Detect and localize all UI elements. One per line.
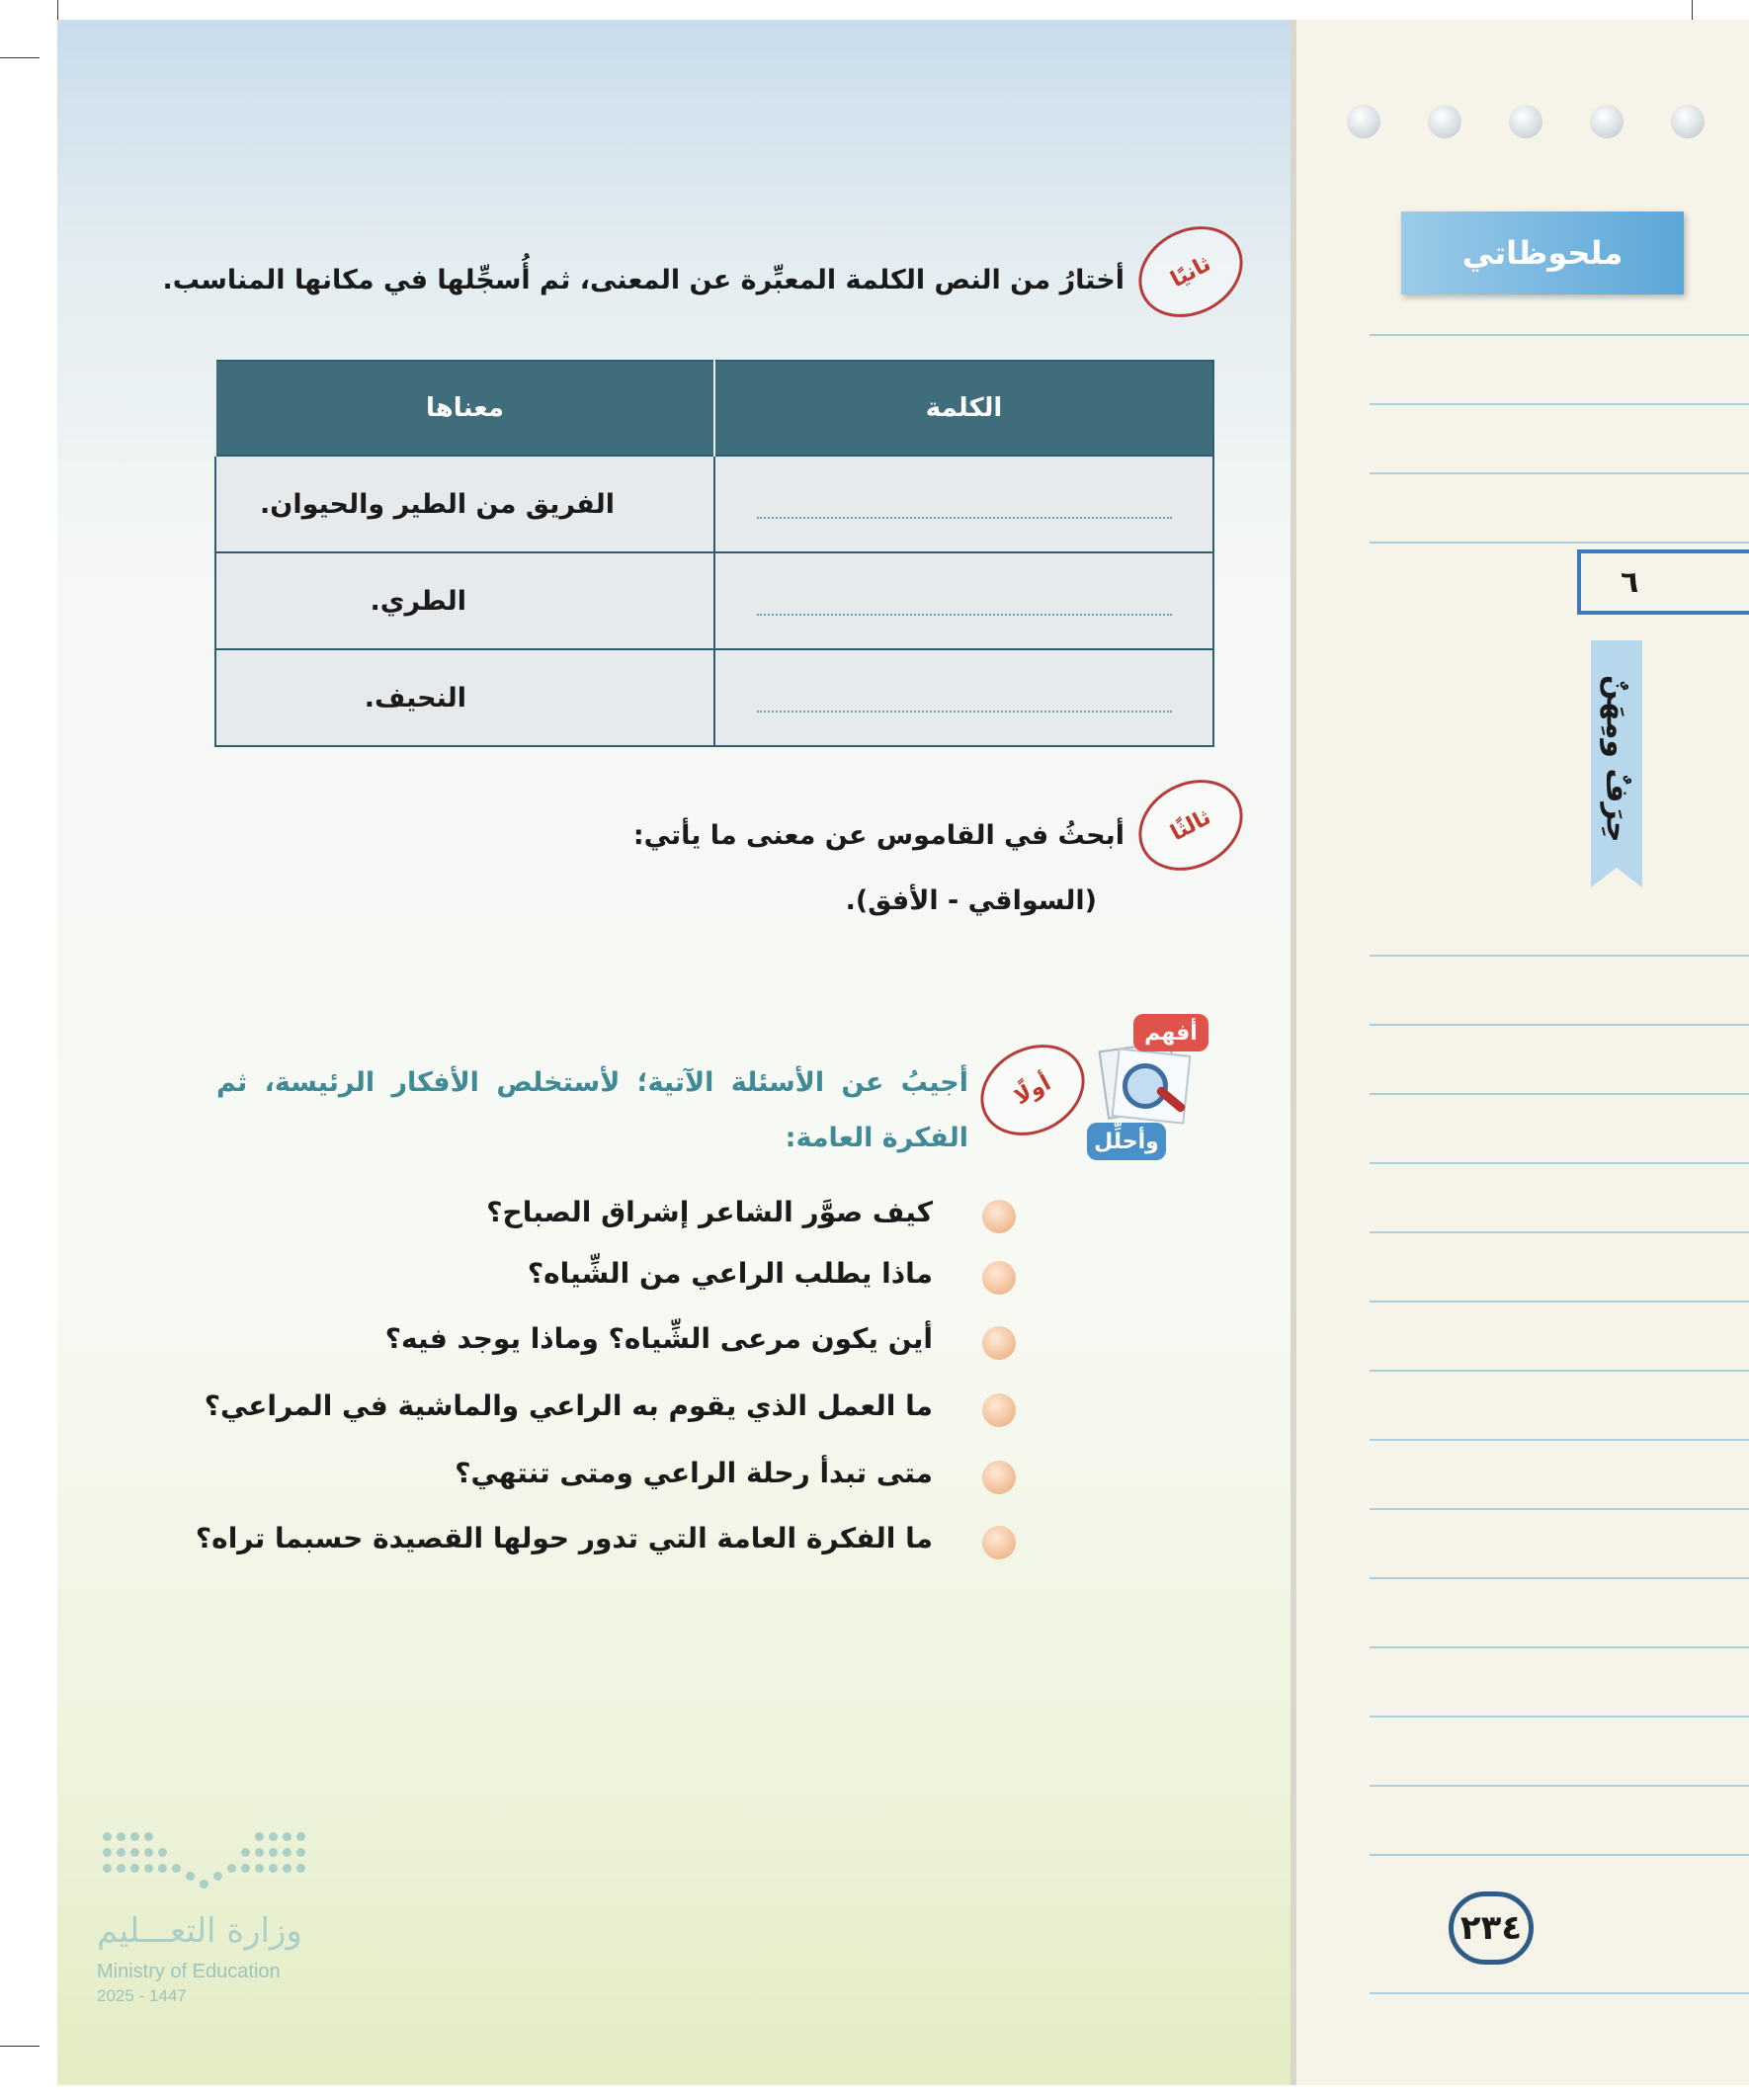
note-line <box>1370 1231 1749 1233</box>
question-item: ما الفكرة العامة التي تدور حولها القصيدة حسبما تراه؟ <box>195 1522 933 1554</box>
analyse-label: وأحلِّل <box>1087 1123 1166 1160</box>
logo-dot <box>296 1848 305 1857</box>
question-bullet <box>982 1326 1016 1360</box>
dotted-line <box>757 683 1172 713</box>
notes-title: ملحوظاتي <box>1401 211 1684 294</box>
section-badge-second: ثانيًا <box>1123 209 1258 335</box>
meaning-cell: النحيف. <box>215 649 714 746</box>
logo-dot <box>158 1864 167 1873</box>
dictionary-instruction: أبحثُ في القاموس عن معنى ما يأتي: <box>632 820 1124 851</box>
logo-dot <box>144 1832 153 1841</box>
logo-dot <box>283 1848 292 1857</box>
logo-dot <box>269 1848 278 1857</box>
notes-panel <box>1291 20 1749 2085</box>
binder-hole <box>1671 105 1705 138</box>
vocab-instruction: أختارُ من النص الكلمة المعبِّرة عن المعنى، ثم أُسجِّلها في مكانها المناسب. <box>162 265 1124 295</box>
dictionary-words: (السواقي - الأفق). <box>845 885 1097 916</box>
logo-dot <box>103 1832 112 1841</box>
note-line <box>1370 1992 1749 1994</box>
note-line <box>1370 1370 1749 1372</box>
logo-dot <box>296 1832 305 1841</box>
logo-dot <box>283 1864 292 1873</box>
logo-dot <box>255 1864 264 1873</box>
page-number: ٢٣٤ <box>1449 1891 1534 1965</box>
logo-dot <box>158 1848 167 1857</box>
logo-dot <box>296 1864 305 1873</box>
note-line <box>1370 1439 1749 1441</box>
meaning-cell: الفريق من الطير والحيوان. <box>215 456 714 552</box>
logo-dot <box>103 1864 112 1873</box>
note-line <box>1370 1162 1749 1164</box>
note-line <box>1370 1508 1749 1510</box>
logo-dot <box>227 1864 236 1873</box>
note-line <box>1370 403 1749 405</box>
logo-dot <box>117 1864 125 1873</box>
understand-label: أفهم <box>1133 1014 1208 1051</box>
question-item: ماذا يطلب الراعي من الشِّياه؟ <box>527 1257 933 1290</box>
word-answer-field[interactable] <box>714 552 1213 649</box>
word-answer-field[interactable] <box>714 456 1213 552</box>
understand-instruction-line1: أجيبُ عن الأسئلة الآتية؛ لأستخلص الأفكار الرئيسة، ثم <box>215 1067 968 1098</box>
question-item: متى تبدأ رحلة الراعي ومتى تنتهي؟ <box>455 1457 933 1489</box>
logo-dot <box>130 1848 139 1857</box>
logo-dot <box>186 1872 195 1881</box>
binder-hole <box>1347 105 1380 138</box>
question-bullet <box>982 1261 1016 1295</box>
word-answer-field[interactable] <box>714 649 1213 746</box>
logo-dot <box>117 1832 125 1841</box>
table-row <box>215 649 1213 746</box>
table-row <box>215 552 1213 649</box>
question-bullet <box>982 1461 1016 1494</box>
chapter-number: ٦ <box>1577 549 1749 615</box>
binder-hole <box>1590 105 1624 138</box>
binder-hole <box>1509 105 1542 138</box>
chapter-name: حِرَفٌ ومِهَنٌ <box>1599 675 1634 843</box>
question-bullet <box>982 1200 1016 1233</box>
dotted-line <box>757 489 1172 519</box>
note-line <box>1370 1646 1749 1648</box>
ministry-years: 2025 - 1447 <box>97 1986 187 2005</box>
logo-dot <box>130 1832 139 1841</box>
question-item: كيف صوَّر الشاعر إشراق الصباح؟ <box>486 1196 933 1228</box>
understand-instruction-line2: الفكرة العامة: <box>785 1123 968 1153</box>
question-item: أين يكون مرعى الشِّياه؟ وماذا يوجد فيه؟ <box>384 1322 933 1355</box>
logo-dot <box>103 1848 112 1857</box>
table-header-word: الكلمة <box>714 361 1213 456</box>
question-bullet <box>982 1393 1016 1427</box>
meaning-cell: الطري. <box>215 552 714 649</box>
logo-dot <box>144 1848 153 1857</box>
understand-icon <box>1097 1040 1196 1119</box>
note-line <box>1370 334 1749 336</box>
logo-dot <box>283 1832 292 1841</box>
note-line <box>1370 1024 1749 1026</box>
note-line <box>1370 1093 1749 1095</box>
logo-dot <box>172 1864 181 1873</box>
logo-dot <box>200 1880 208 1889</box>
logo-dot <box>255 1848 264 1857</box>
note-line <box>1370 542 1749 544</box>
vocab-table <box>214 360 1214 747</box>
logo-dot <box>117 1848 125 1857</box>
logo-dot <box>269 1864 278 1873</box>
table-header-meaning: معناها <box>215 361 714 456</box>
note-line <box>1370 1577 1749 1579</box>
logo-dot <box>144 1864 153 1873</box>
note-line <box>1370 1301 1749 1302</box>
logo-dot <box>130 1864 139 1873</box>
section-badge-first: أولًا <box>964 1027 1100 1153</box>
question-item: ما العمل الذي يقوم به الراعي والماشية في المراعي؟ <box>204 1389 933 1422</box>
note-line <box>1370 1785 1749 1787</box>
note-line <box>1370 955 1749 957</box>
note-line <box>1370 1854 1749 1856</box>
ministry-logo-dots <box>97 1826 314 1895</box>
note-line <box>1370 1716 1749 1718</box>
section-badge-third: ثالثًا <box>1123 762 1258 888</box>
table-row <box>215 456 1213 552</box>
logo-dot <box>241 1848 250 1857</box>
logo-dot <box>269 1832 278 1841</box>
ministry-name-english: Ministry of Education <box>97 1961 281 1982</box>
logo-dot <box>255 1832 264 1841</box>
binder-hole <box>1428 105 1461 138</box>
logo-dot <box>213 1872 222 1881</box>
note-line <box>1370 472 1749 474</box>
crop-mark <box>0 2046 40 2047</box>
logo-dot <box>241 1864 250 1873</box>
dotted-line <box>757 586 1172 616</box>
crop-mark <box>0 57 40 58</box>
ministry-name-arabic: وزارة التعـــليم <box>97 1911 302 1951</box>
question-bullet <box>982 1526 1016 1559</box>
